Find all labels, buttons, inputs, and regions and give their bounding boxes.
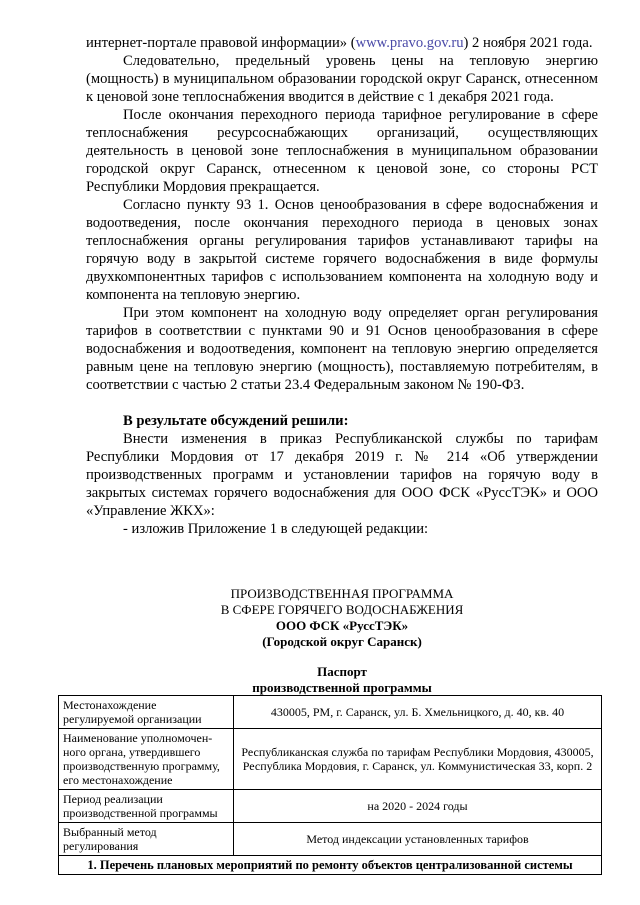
paragraph-0-tail: ) 2 ноября 2021 года. [463,35,593,51]
passport-table [58,695,602,875]
row-value: Метод индексации установленных тарифов [234,823,602,856]
paragraph-4: При этом компонент на холодную воду определяет орган регулирования тарифов в соответствии с пунктами 90 и 91 Основ ценообразования в сфере водоснабжения и водоотведения, компонент на тепловую энергию определяется равным цене на тепловую энергию (мощность), поставляемую потребителям, в соответствии с частью 2 статьи 23.4 Федеральным законом № 190-ФЗ. [86,305,598,393]
program-district: (Городской округ Саранск) [262,634,422,649]
table-row [59,823,602,856]
section-1-heading: 1. Перечень плановых мероприятий по ремонту объектов централизованной системы [59,856,602,875]
row-value: на 2020 - 2024 годы [234,790,602,823]
decision-heading: В результате обсуждений решили: [123,413,349,429]
pravo-link[interactable]: www.pravo.gov.ru [355,35,464,51]
row-value: 430005, РМ, г. Саранск, ул. Б. Хмельницкого, д. 40, кв. 40 [234,696,602,729]
paragraph-0 [86,34,598,52]
paragraph-5: Внести изменения в приказ Республиканской службы по тарифам Республики Мордовия от 17 декабря 2019 г. № 214 «Об утверждении производственных программ и установлении тарифов на горячую воду в закрытых системах горячего водоснабжения для ООО ФСК «РуссТЭК» и ООО «Управление ЖКХ»: [86,431,598,519]
paragraph-6: - изложив Приложение 1 в следующей редакции: [123,521,429,537]
row-value: Республиканская служба по тарифам Республики Мордовия, 430005, Республика Мордовия, г. Саранск, ул. Коммунистическая 33, корп. 2 [234,729,602,790]
program-title-block [86,586,598,696]
passport-title: Паспорт [317,664,367,679]
table-row [59,790,602,823]
row-label: Местонахождение регулируемой организации [59,696,234,729]
table-row [59,856,602,875]
paragraph-3: Согласно пункту 93 1. Основ ценообразования в сфере водоснабжения и водоотведения, после окончания переходного периода в ценовых зонах теплоснабжения органы регулирования тарифов устанавливают тарифы на горячую воду в закрытой системе горячего водоснабжения в виде формулы двухкомпонентных тарифов с использованием компонента на холодную воду и компонента на тепловую энергию. [86,197,598,303]
spacer [86,650,598,664]
row-label: Наименование уполномочен-ного органа, утвердившего производственную программу, его местонахождение [59,729,234,790]
row-label: Период реализации производственной программы [59,790,234,823]
program-title-line1: ПРОИЗВОДСТВЕННАЯ ПРОГРАММА [230,586,454,601]
program-title-line2: В СФЕРЕ ГОРЯЧЕГО ВОДОСНАБЖЕНИЯ [220,602,464,617]
paragraph-1: Следовательно, предельный уровень цены на тепловую энергию (мощность) в муниципальном образовании городской округ Саранск, отнесенном к ценовой зоне теплоснабжения вводится в действие с 1 декабря 2021 года. [86,53,598,105]
passport-subtitle: производственной программы [252,680,432,695]
body-text [86,34,598,538]
table-row [59,696,602,729]
program-org: ООО ФСК «РуссТЭК» [275,618,409,633]
paragraph-2: После окончания переходного периода тарифное регулирование в сфере теплоснабжения ресурсоснабжающих организаций, осуществляющих деятельность в ценовой зоне теплоснабжения в муниципальном образовании городской округ Саранск, отнесенном к ценовой зоне, со стороны РСТ Республики Мордовия прекращается. [86,107,598,195]
row-label: Выбранный метод регулирования [59,823,234,856]
table-row [59,729,602,790]
paragraph-0-text: интернет-портале правовой информации» ( [86,35,356,51]
